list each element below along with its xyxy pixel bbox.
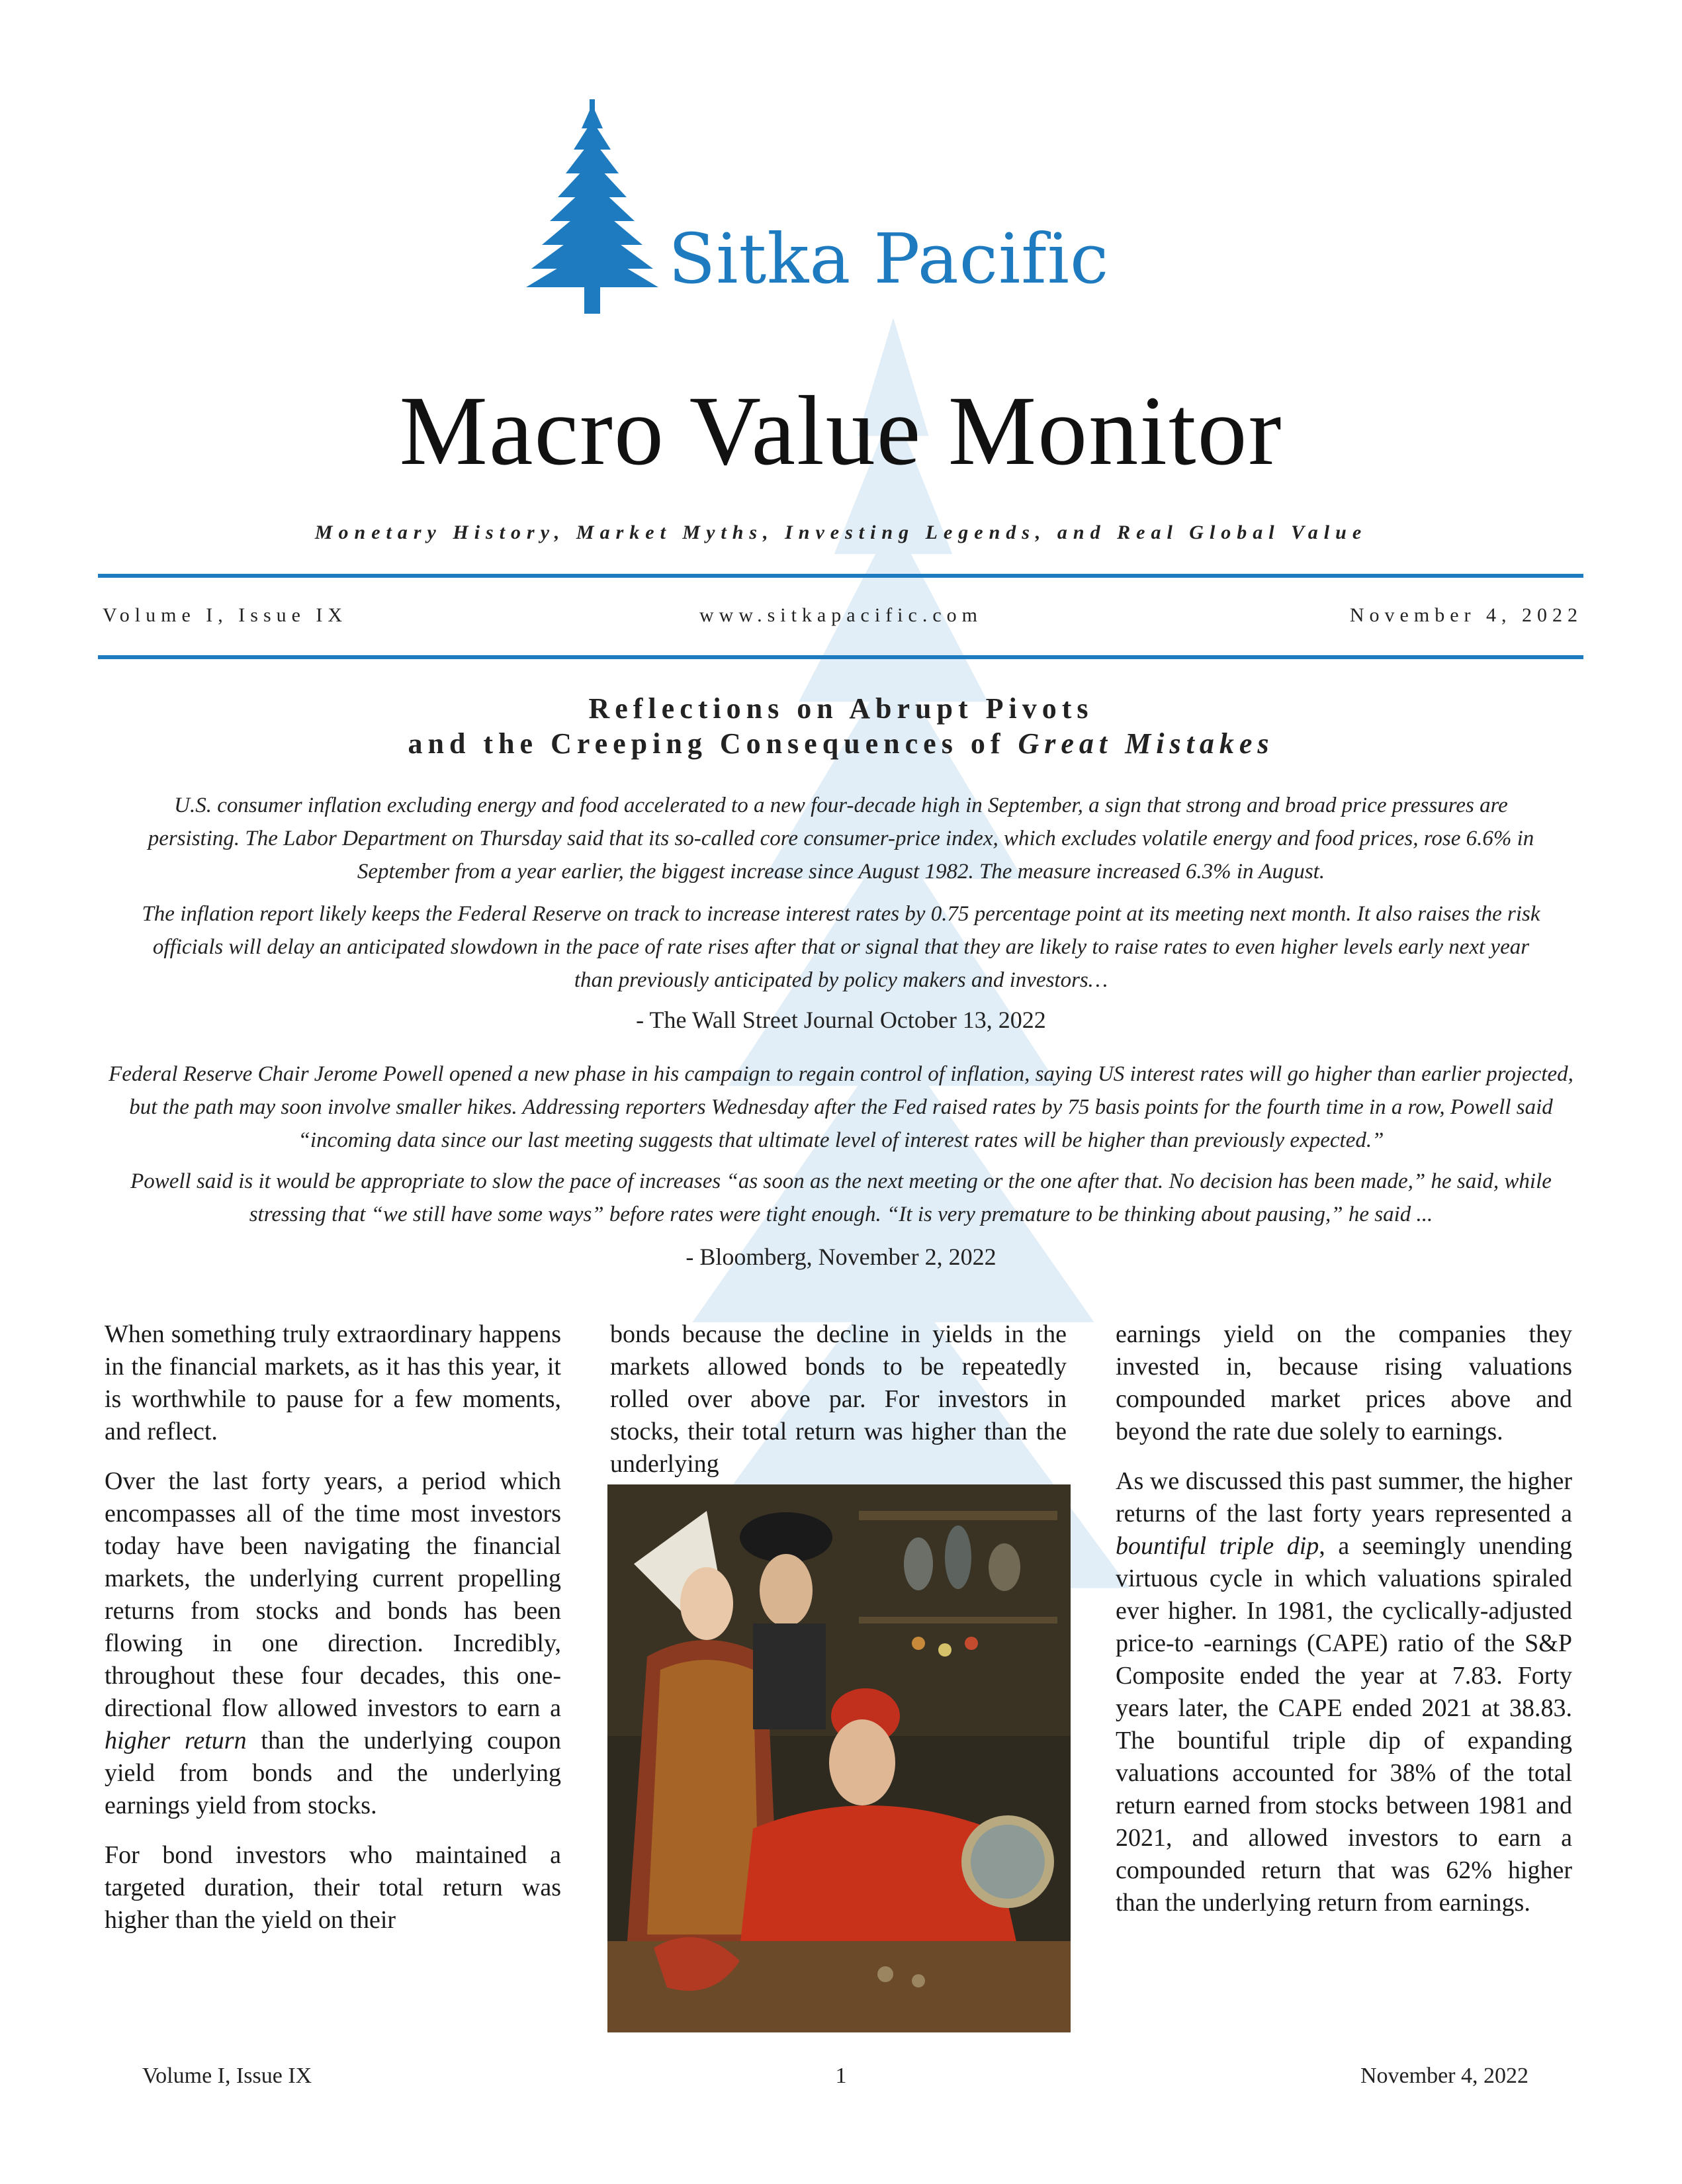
body-paragraph: When something truly extraordinary happens in the financial markets, as it has this year, it is worthwhile to pause for a few moments, and reflect. <box>105 1320 561 1445</box>
website-link[interactable]: www.sitkapacific.com <box>699 604 983 626</box>
body-text: than the underlying coupon yield from bonds and the underlying earnings yield from stocks. <box>105 1727 561 1819</box>
footer-volume: Volume I, Issue IX <box>142 2064 312 2088</box>
spruce-tree-icon <box>526 99 658 318</box>
body-paragraph <box>1116 1465 1572 1919</box>
body-paragraph: bonds because the decline in yields in the markets allowed bonds to be repeatedly rolled over above par. For investors in stocks, their total return was higher than the underlying <box>610 1320 1067 1478</box>
article-headline-line1: Reflections on Abrupt Pivots <box>588 692 1094 725</box>
masthead-title: Macro Value Monitor <box>399 376 1283 486</box>
footer-page-number: 1 <box>835 2064 847 2088</box>
quote-bloomberg-paragraph-1: Federal Reserve Chair Jerome Powell opened a new phase in his campaign to regain control of inflation, saying US interest rates will go higher than earlier projected, but the path may soon involve smaller hikes. Addressing reporters Wednesday after the Fed raised rates by 75 basis points for the fourth time in a row, Powell said “incoming data since our last meeting suggests that ultimate level of interest rates will be higher than previously expected.” <box>109 1062 1573 1152</box>
quote-wsj-paragraph-1: U.S. consumer inflation excluding energy and food accelerated to a new four-decade high in September, a sign that strong and broad price pressures are persisting. The Labor Department on Thursday said that its so-called core consumer-price index, which excludes volatile energy and food prices, rose 6.6% in September from a year earlier, the biggest increase since August 1982. The measure increased 6.3% in August. <box>148 794 1534 884</box>
body-column-1 <box>105 1318 561 1954</box>
brand-name: Sitka Pacific <box>668 218 1110 299</box>
headline-emphasis: Great Mistakes <box>1018 727 1274 760</box>
quote-bloomberg-paragraph-2: Powell said is it would be appropriate to slow the pace of increases “as soon as the next meeting or the one after that. No decision has been made,” he said, while stressing that “we still have some ways” before rates were tight enough. “It is very premature to be thinking about pausing,” he said ... <box>130 1169 1552 1226</box>
body-paragraph <box>105 1465 561 1822</box>
body-paragraph: earnings yield on the companies they invested in, because rising valuations compounded market prices above and beyond the rate due solely to earnings. <box>1116 1320 1572 1445</box>
body-column-3 <box>1116 1318 1572 1936</box>
issue-date: November 4, 2022 <box>1349 604 1583 626</box>
footer-date: November 4, 2022 <box>1360 2064 1528 2088</box>
body-text: , a seemingly unending virtuous cycle in which valuations spiraled ever higher. In 1981, the cyclically-adjusted price-to -earnings (CAPE) ratio of the S&P Composite ended the year at 7.83. Forty years later, the CAPE ended 2021 at 38.83. The bountiful triple dip of expanding valuations accounted for 38% of the total return earned from stocks between 1981 and 2021, and allowed investors to earn a compounded return that was 62% higher than the underlying return from earnings. <box>1116 1532 1572 1917</box>
body-text: Over the last forty years, a period which encompasses all of the time most investors today have been navigating the financial markets, the underlying current propelling returns from stocks and bonds has been flowing in one direction. Incredibly, throughout these four decades, this one-directional flow allowed investors to earn a <box>105 1467 561 1722</box>
body-emphasis: bountiful triple dip <box>1116 1532 1319 1560</box>
article-headline-line2 <box>0 727 1682 760</box>
body-column-2 <box>610 1318 1067 1498</box>
quote-wsj-attribution: - The Wall Street Journal October 13, 2022 <box>636 1007 1046 1033</box>
divider-bottom <box>98 655 1583 659</box>
divider-top <box>98 574 1583 578</box>
body-text: As we discussed this past summer, the higher returns of the last forty years represented a <box>1116 1467 1572 1527</box>
quote-bloomberg-attribution: - Bloomberg, November 2, 2022 <box>686 1244 996 1270</box>
painting-image <box>607 1484 1071 2032</box>
headline-prefix: and the Creeping Consequences of <box>408 727 1018 760</box>
quote-wsj-paragraph-2: The inflation report likely keeps the Federal Reserve on track to increase interest rates by 0.75 percentage point at its meeting next month. It also raises the risk officials will delay an anticipated slowdown in the pace of rate rises after that or signal that they are likely to raise rates to even higher levels early next year than previously anticipated by policy makers and investors… <box>142 902 1540 992</box>
masthead-subtitle: Monetary History, Market Myths, Investing Legends, and Real Global Value <box>314 522 1368 543</box>
body-emphasis: higher return <box>105 1727 247 1754</box>
issue-volume: Volume I, Issue IX <box>103 604 348 626</box>
body-paragraph: For bond investors who maintained a targeted duration, their total return was higher than the yield on their <box>105 1841 561 1934</box>
